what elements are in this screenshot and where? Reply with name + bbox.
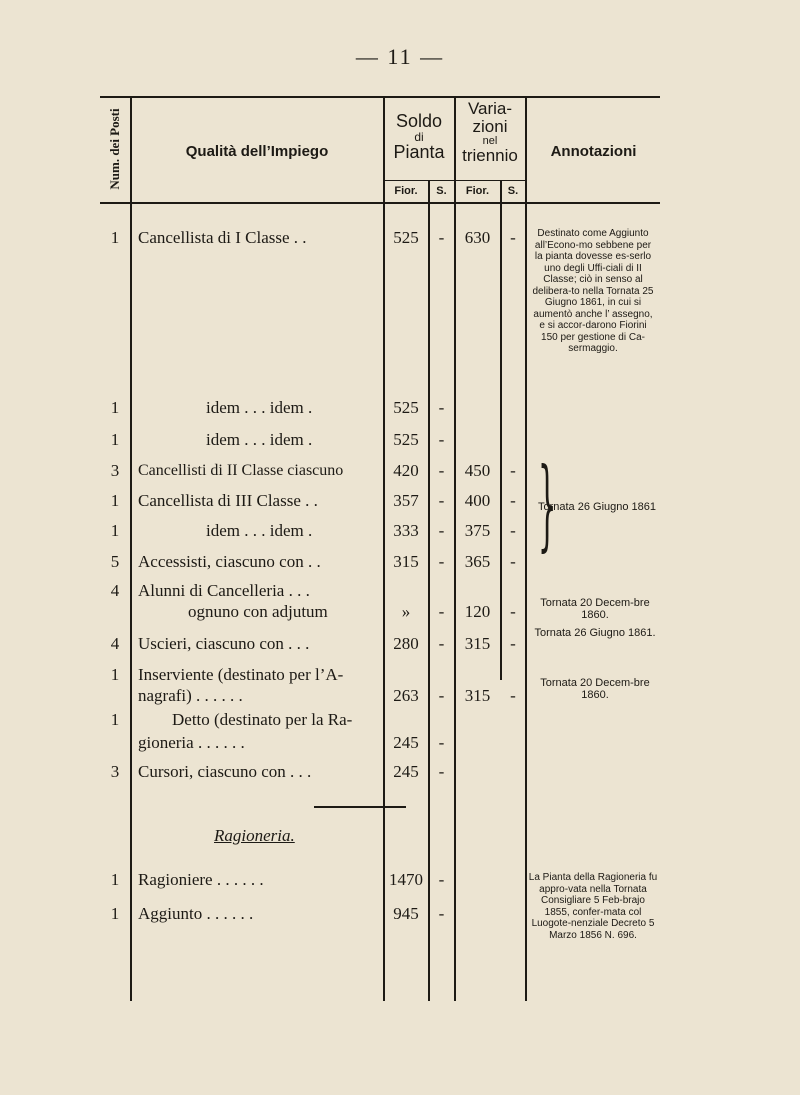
row-pianta: 420 bbox=[393, 461, 419, 480]
row-num: 1 bbox=[110, 228, 120, 247]
page-number: — 11 — bbox=[355, 44, 445, 69]
row-s1: - bbox=[438, 430, 445, 449]
annotation-note: La Pianta della Ragioneria fu appro-vata nella Tornata Consigliare 5 Feb-brajo 1855, confer-mata col Luogote-nenziale Decreto 5 Marzo 1856 N. 696. bbox=[528, 872, 658, 941]
row-pianta: 315 bbox=[393, 552, 419, 571]
row-label: Aggiunto . . . . . . bbox=[138, 904, 254, 923]
annotation-note: Tornata 26 Giugno 1861 bbox=[537, 501, 657, 513]
row-var: 315 bbox=[464, 686, 491, 705]
row-num: 1 bbox=[110, 430, 120, 449]
row-s2: - bbox=[510, 228, 516, 247]
row-num: 3 bbox=[110, 762, 120, 781]
row-s2: - bbox=[510, 602, 516, 621]
annotation-note: Destinato come Aggiunto all’Econo-mo sebbene per la pianta dovesse es-serlo uno degli Uffi-ciali di II Classe; ciò in senso al delibera-to nella Tornata 25 Giugno 1861, in cui si aumentò anche l’ assegno, e si accor-darono Fiorini 150 per gestione di Ca-sermaggio. bbox=[532, 228, 654, 354]
row-s1: - bbox=[438, 602, 445, 621]
row-s1: - bbox=[438, 870, 445, 889]
row-s2: - bbox=[510, 521, 516, 540]
annotation-note: Tornata 20 Decem-bre 1860. bbox=[540, 677, 650, 701]
row-num: 4 bbox=[110, 581, 120, 600]
row-s2: - bbox=[510, 552, 516, 571]
row-s2: - bbox=[510, 634, 516, 653]
row-s2: - bbox=[510, 686, 516, 705]
row-pianta: » bbox=[401, 602, 411, 621]
row-num: 4 bbox=[110, 634, 120, 653]
row-num: 1 bbox=[110, 398, 120, 417]
row-s1: - bbox=[438, 461, 445, 480]
header-soldo: Soldo di Pianta bbox=[393, 111, 445, 163]
row-label-continued: ognuno con adjutum bbox=[188, 602, 328, 621]
row-pianta: 525 bbox=[393, 430, 419, 449]
row-s1: - bbox=[438, 552, 445, 571]
header-fior-2: Fior. bbox=[465, 185, 490, 197]
row-label: Cancellisti di II Classe ciascuno bbox=[138, 462, 344, 479]
header-annotazioni: Annotazioni bbox=[550, 143, 637, 160]
row-pianta: 525 bbox=[393, 398, 419, 417]
row-num: 1 bbox=[110, 491, 120, 510]
row-label: idem . . . idem . bbox=[206, 430, 313, 449]
row-var: 450 bbox=[464, 461, 491, 480]
row-var: 120 bbox=[464, 602, 491, 621]
row-label: Detto (destinato per la Ra- bbox=[172, 710, 353, 729]
row-pianta: 280 bbox=[393, 634, 419, 653]
row-s1: - bbox=[438, 686, 445, 705]
header-s-1: S. bbox=[436, 185, 447, 197]
row-num: 1 bbox=[110, 870, 120, 889]
row-pianta: 333 bbox=[393, 521, 419, 540]
row-s1: - bbox=[438, 634, 445, 653]
row-num: 1 bbox=[110, 521, 120, 540]
row-var: 365 bbox=[464, 552, 491, 571]
row-label: Cursori, ciascuno con . . . bbox=[138, 762, 312, 781]
annotation-note: Tornata 26 Giugno 1861. bbox=[534, 627, 656, 639]
row-var: 315 bbox=[464, 634, 491, 653]
row-pianta: 245 bbox=[393, 762, 419, 781]
header-variazioni: Varia- zioni nel triennio bbox=[462, 99, 518, 166]
row-label: Cancellista di I Classe . . bbox=[138, 228, 307, 247]
row-pianta: 525 bbox=[393, 228, 419, 247]
row-var: 400 bbox=[464, 491, 491, 510]
row-num: 1 bbox=[110, 710, 120, 729]
row-s2: - bbox=[510, 461, 516, 480]
row-label: Alunni di Cancelleria . . . bbox=[138, 581, 310, 600]
row-s1: - bbox=[438, 762, 445, 781]
row-pianta: 245 bbox=[393, 733, 419, 752]
row-label: Accessisti, ciascuno con . . bbox=[138, 552, 321, 571]
header-qualita: Qualità dell’Impiego bbox=[185, 143, 329, 160]
brace-icon: } bbox=[537, 448, 557, 562]
row-label-continued: nagrafi) . . . . . . bbox=[138, 686, 243, 705]
header-num-posti: Num. dei Posti bbox=[107, 108, 122, 190]
row-label-continued: gioneria . . . . . . bbox=[138, 733, 245, 752]
row-num: 5 bbox=[110, 552, 120, 571]
row-label: Inserviente (destinato per l’A- bbox=[138, 665, 344, 684]
row-pianta: 945 bbox=[393, 904, 419, 923]
row-var: 375 bbox=[464, 521, 491, 540]
row-label: Ragioniere . . . . . . bbox=[138, 870, 264, 889]
row-label: idem . . . idem . bbox=[206, 521, 313, 540]
row-num: 1 bbox=[110, 904, 120, 923]
row-label: Cancellista di III Classe . . bbox=[138, 491, 318, 510]
row-num: 1 bbox=[110, 665, 120, 684]
row-s1: - bbox=[438, 733, 445, 752]
section-title: Ragioneria. bbox=[214, 826, 295, 845]
row-s1: - bbox=[438, 228, 445, 247]
row-var: 630 bbox=[464, 228, 491, 247]
header-s-2: S. bbox=[507, 185, 519, 197]
row-label: Uscieri, ciascuno con . . . bbox=[138, 634, 310, 653]
row-s1: - bbox=[438, 491, 445, 510]
header-fior-1: Fior. bbox=[394, 185, 418, 197]
row-pianta: 357 bbox=[393, 491, 419, 510]
row-num: 3 bbox=[110, 461, 120, 480]
row-label: idem . . . idem . bbox=[206, 398, 313, 417]
annotation-note: Tornata 20 Decem-bre 1860. bbox=[540, 597, 650, 621]
row-s1: - bbox=[438, 521, 445, 540]
row-s2: - bbox=[510, 491, 516, 510]
row-pianta: 263 bbox=[393, 686, 419, 705]
row-s1: - bbox=[438, 398, 445, 417]
row-s1: - bbox=[438, 904, 445, 923]
row-pianta: 1470 bbox=[389, 870, 423, 889]
